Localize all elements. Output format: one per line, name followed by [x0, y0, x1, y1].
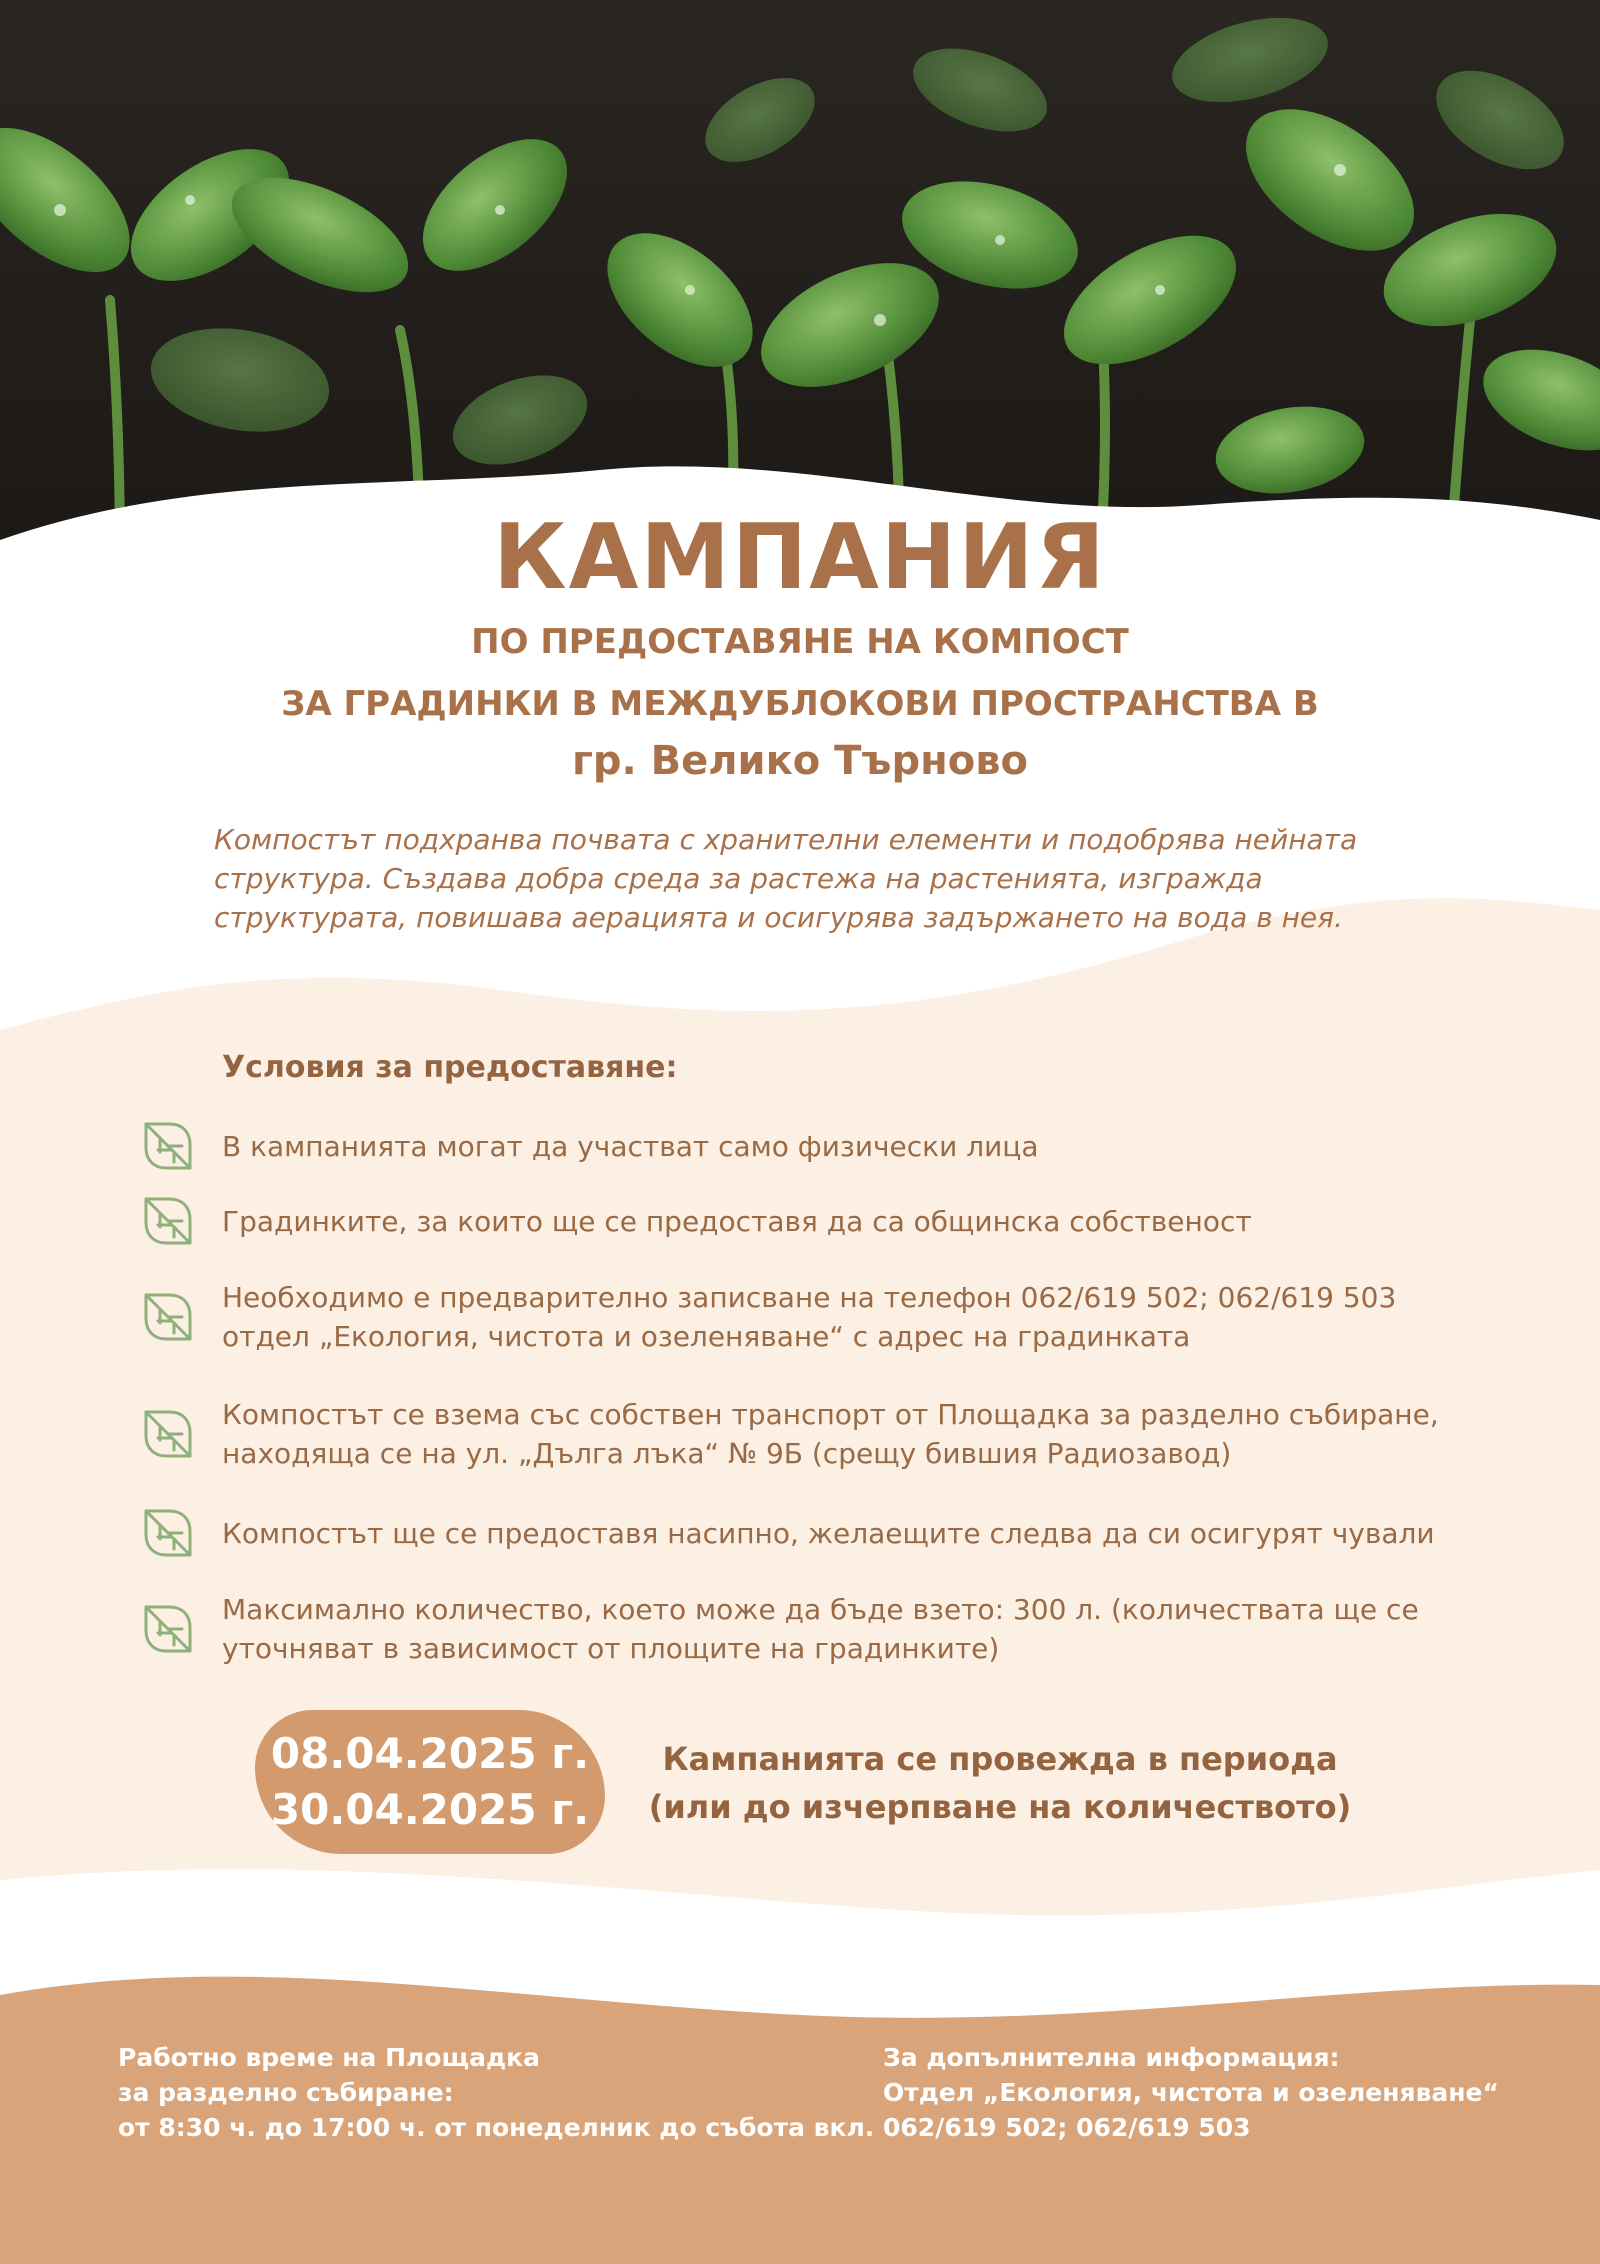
period-line-2: (или до изчерпване на количеството) [648, 1788, 1352, 1826]
date-badge [255, 1710, 605, 1854]
condition-text: Максимално количество, което може да бъде взето: 300 л. (количествата ще се уточняват в зависимост от площите на градинките) [222, 1593, 1419, 1665]
condition-item [140, 1193, 1490, 1249]
campaign-period [640, 1735, 1360, 1831]
condition-text: В кампанията могат да участват само физически лица [222, 1129, 1039, 1163]
footer-working-hours: Работно време на Площадка за разделно събиране: от 8:30 ч. до 17:00 ч. от понеделник до събота вкл. [118, 2043, 875, 2142]
leaf-icon [140, 1505, 196, 1561]
subtitle-line-2: ЗА ГРАДИНКИ В МЕЖДУБЛОКОВИ ПРОСТРАНСТВА В [281, 684, 1319, 724]
page-title: КАМПАНИЯ [493, 505, 1107, 610]
period-line-1: Кампанията се провежда в периода [662, 1740, 1338, 1778]
subtitle-line-1: ПО ПРЕДОСТАВЯНЕ НА КОМПОСТ [471, 622, 1129, 662]
condition-item [140, 1118, 1490, 1174]
condition-item [140, 1590, 1490, 1668]
intro-line: структура. Създава добра среда за растежа на растенията, изгражда [214, 862, 1263, 895]
condition-item [140, 1395, 1490, 1473]
leaf-icon [140, 1193, 196, 1249]
leaf-icon [140, 1406, 196, 1462]
date-from: 08.04.2025 г. [270, 1729, 590, 1778]
intro-line: Компостът подхранва почвата с хранителни елементи и подобрява нейната [214, 823, 1358, 856]
condition-text: Градинките, за които ще се предоставя да са общинска собственост [222, 1204, 1252, 1238]
leaf-icon [140, 1601, 196, 1657]
intro-paragraph [214, 820, 1434, 937]
leaf-icon [140, 1289, 196, 1345]
footer-contact-info: За допълнителна информация: Отдел „Екология, чистота и озеленяване“ 062/619 502; 062/619 503 [883, 2043, 1499, 2142]
date-to: 30.04.2025 г. [270, 1785, 590, 1834]
conditions-heading: Условия за предоставяне: [222, 1050, 678, 1085]
subtitle-city: гр. Велико Търново [571, 738, 1029, 784]
condition-text: Компостът се взема със собствен транспорт от Площадка за разделно събиране, находяща се на ул. „Дълга лъка“ № 9Б (срещу бившия Радиозавод) [222, 1398, 1439, 1470]
condition-item [140, 1505, 1490, 1561]
condition-item [140, 1278, 1490, 1356]
condition-text: Компостът ще се предоставя насипно, желаещите следва да си осигурят чували [222, 1516, 1435, 1550]
intro-line: структурата, повишава аерацията и осигурява задържането на вода в нея. [214, 901, 1343, 934]
condition-text: Необходимо е предварително записване на телефон 062/619 502; 062/619 503 отдел „Екология, чистота и озеленяване“ с адрес на градинката [222, 1281, 1397, 1353]
leaf-icon [140, 1118, 196, 1174]
